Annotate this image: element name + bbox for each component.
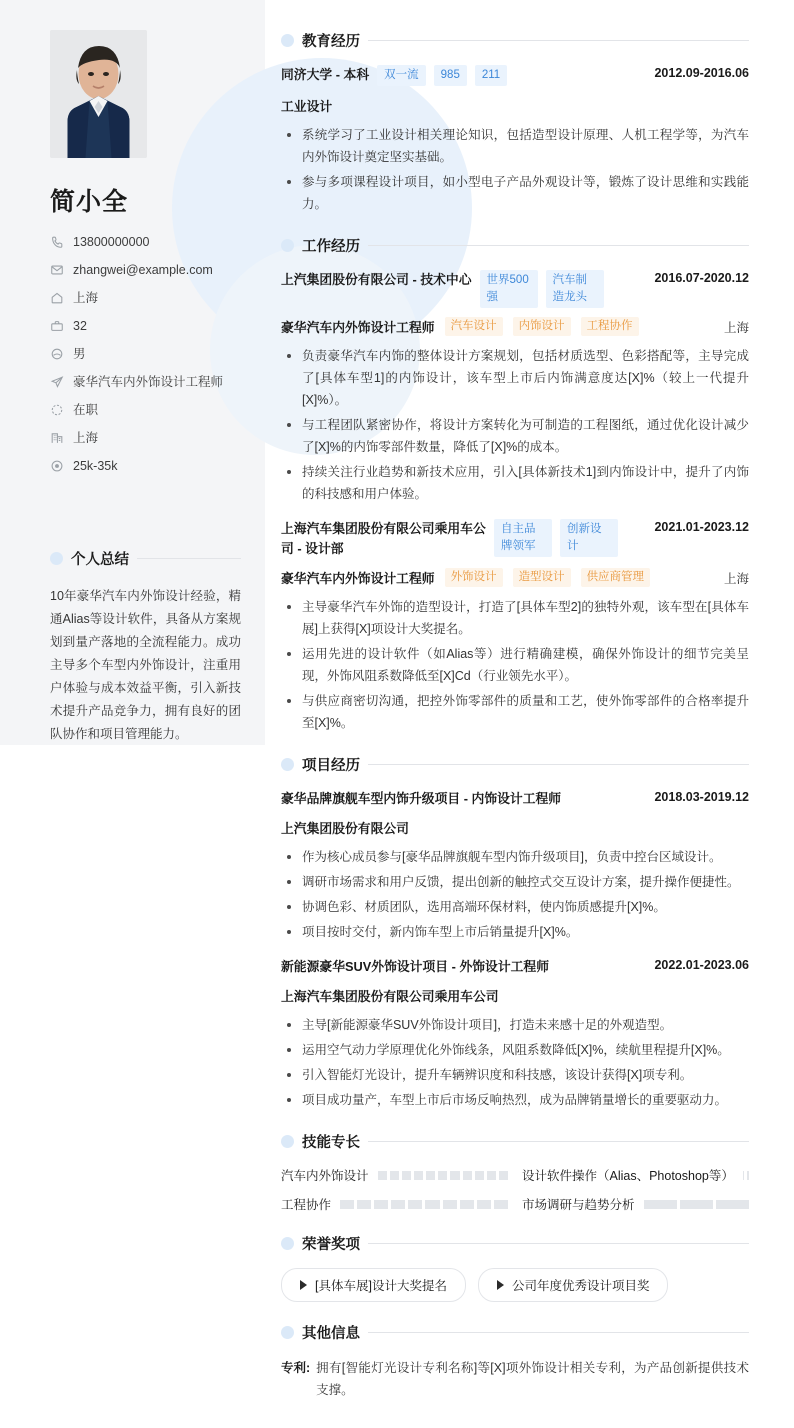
skill-item: [281, 1195, 508, 1213]
section-title: 个人总结: [71, 552, 129, 568]
contact-value: zhangwei@example.com: [73, 263, 213, 277]
divider: [368, 1332, 749, 1333]
bullet-item: 负责豪华汽车内饰的整体设计方案规划，包括材质选型、色彩搭配等，主导完成了[具体车型1]的内饰设计，该车型上市后内饰满意度达[X]%（较上一代提升[X]%）。: [281, 345, 749, 411]
role-row: [281, 568, 749, 587]
skill-rating-segment: [477, 1200, 491, 1209]
skill-rating-segment: [378, 1171, 387, 1180]
section-title: 荣誉奖项: [302, 1237, 360, 1253]
skill-rating-segment: [487, 1171, 496, 1180]
contact-item-city: [50, 430, 241, 446]
skill-rating-segment: [475, 1171, 484, 1180]
summary-text: 10年豪华汽车内外饰设计经验，精通Alias等设计软件，具备从方案规划到量产落地的全流程能力。成功主导多个车型内外饰设计，注重用户体验与成本效益平衡，引入新技术提升产品竞争力，拥有良好的团队协作和项目管理能力。: [50, 589, 241, 741]
entry-header: [281, 519, 749, 559]
bullet-item: 作为核心成员参与[豪华品牌旗舰车型内饰升级项目]，负责中控台区域设计。: [281, 846, 749, 868]
skill-rating-segment: [499, 1171, 508, 1180]
skill-item: [522, 1166, 749, 1184]
divider: [368, 1243, 749, 1244]
briefcase-icon: [50, 319, 64, 333]
skill-label: 市场调研与趋势分析: [522, 1198, 635, 1212]
award-label: 公司年度优秀设计项目奖: [511, 1279, 650, 1293]
skill-rating-segment: [644, 1200, 677, 1209]
contact-item-email: [50, 262, 241, 278]
section-title: 技能专长: [302, 1135, 360, 1151]
tag: 自主品牌领军: [494, 519, 552, 557]
other-info-value: 拥有[智能灯光设计专利名称]等[X]项外饰设计相关专利，为产品创新提供技术支撑。: [316, 1361, 749, 1397]
section-header-awards: [281, 1233, 749, 1254]
section-skills: [281, 1131, 749, 1213]
section-header-education: [281, 30, 749, 51]
salary-icon: [50, 459, 64, 473]
job-title: 豪华汽车内外饰设计工程师: [281, 320, 435, 335]
mail-icon: [50, 263, 64, 277]
skill-rating-segment: [450, 1171, 459, 1180]
education-entry: [281, 65, 749, 215]
skill-rating-segment: [425, 1200, 439, 1209]
section-header-other: [281, 1322, 749, 1343]
skill-item: [281, 1166, 508, 1184]
work-bullets: [281, 345, 749, 505]
tag: 工程协作: [581, 317, 639, 336]
project-bullets: [281, 846, 749, 943]
skill-label: 设计软件操作（Alias、Photoshop等）: [522, 1169, 734, 1183]
section-bullet-icon: [281, 1326, 294, 1339]
contact-list: [50, 234, 241, 474]
tag: 汽车设计: [445, 317, 503, 336]
section-awards: [281, 1233, 749, 1302]
work-bullets: [281, 596, 749, 734]
divider: [368, 40, 749, 41]
bullet-item: 调研市场需求和用户反馈，提出创新的触控式交互设计方案，提升操作便捷性。: [281, 871, 749, 893]
bullet-item: 项目成功量产，车型上市后市场反响热烈，成为品牌销量增长的重要驱动力。: [281, 1089, 749, 1111]
contact-item-age: [50, 318, 241, 334]
bullet-item: 主导[新能源豪华SUV外饰设计项目]，打造未来感十足的外观造型。: [281, 1014, 749, 1036]
date-range: 2016.07-2020.12: [654, 271, 749, 285]
date-range: 2012.09-2016.06: [654, 66, 749, 80]
skill-rating-segment: [426, 1171, 435, 1180]
tag: 世界500强: [480, 270, 538, 308]
contact-item-salary: [50, 458, 241, 474]
play-triangle-icon: [300, 1280, 307, 1290]
contact-item-position: [50, 374, 241, 390]
section-work-experience: [281, 235, 749, 734]
skill-rating-segment: [716, 1200, 749, 1209]
bullet-item: 运用空气动力学原理优化外饰线条，风阻系数降低[X]%，续航里程提升[X]%。: [281, 1039, 749, 1061]
date-range: 2021.01-2023.12: [654, 520, 749, 534]
tag: 造型设计: [513, 568, 571, 587]
skill-rating-segment: [438, 1171, 447, 1180]
page-title: 简小全: [50, 188, 129, 216]
divider: [368, 764, 749, 765]
company-name: 上汽集团股份有限公司 - 技术中心: [281, 272, 472, 287]
main-content: [265, 30, 794, 1407]
tag: 双一流: [377, 65, 426, 86]
section-title: 工作经历: [302, 239, 360, 255]
skill-rating-segment: [391, 1200, 405, 1209]
section-other-info: [281, 1322, 749, 1401]
skill-rating-segment: [414, 1171, 423, 1180]
tag: 985: [434, 65, 467, 86]
bullet-item: 参与多项课程设计项目，如小型电子产品外观设计等，锻炼了设计思维和实践能力。: [281, 171, 749, 215]
skill-label: 工程协作: [281, 1198, 332, 1212]
tag: 外饰设计: [445, 568, 503, 587]
date-range: 2018.03-2019.12: [654, 790, 749, 804]
tag: 211: [475, 65, 507, 86]
avatar-photo-graphic: [50, 30, 147, 158]
divider: [368, 1141, 749, 1142]
section-projects: [281, 754, 749, 1111]
bullet-item: 运用先进的设计软件（如Alias等）进行精确建模，确保外饰设计的细节完美呈现，外饰风阻系数降低至[X]Cd（行业领先水平）。: [281, 643, 749, 687]
skill-rating-segment: [402, 1171, 411, 1180]
other-info-row: [281, 1357, 749, 1401]
divider: [368, 245, 749, 246]
skill-rating-segment: [357, 1200, 371, 1209]
city-icon: [50, 431, 64, 445]
section-header-summary: [50, 548, 241, 569]
contact-item-gender: [50, 346, 241, 362]
skill-rating-segment: [463, 1171, 472, 1180]
divider: [137, 558, 241, 559]
tag: 内饰设计: [513, 317, 571, 336]
other-info-label: 专利:: [281, 1361, 311, 1375]
skill-rating-segment: [680, 1200, 713, 1209]
major-name: 工业设计: [281, 99, 333, 114]
skill-rating-meter: [743, 1171, 749, 1180]
skill-label: 汽车内外饰设计: [281, 1169, 369, 1183]
contact-value: 上海: [73, 431, 99, 445]
school-name: 同济大学 - 本科: [281, 67, 370, 82]
company-tags: [494, 519, 646, 557]
bullet-item: 协调色彩、材质团队，选用高端环保材料，使内饰质感提升[X]%。: [281, 896, 749, 918]
section-bullet-icon: [281, 758, 294, 771]
section-bullet-icon: [281, 1237, 294, 1250]
contact-value: 豪华汽车内外饰设计工程师: [73, 375, 224, 389]
play-triangle-icon: [497, 1280, 504, 1290]
education-bullets: [281, 124, 749, 215]
section-bullet-icon: [281, 1135, 294, 1148]
skill-rating-segment: [374, 1200, 388, 1209]
skill-rating-segment: [443, 1200, 457, 1209]
skill-rating-meter: [378, 1171, 508, 1180]
contact-item-phone: [50, 234, 241, 250]
award-chip[interactable]: [478, 1268, 669, 1302]
skill-rating-segment: [460, 1200, 474, 1209]
project-bullets: [281, 1014, 749, 1111]
contact-item-hometown: [50, 290, 241, 306]
project-entry: [281, 957, 749, 1111]
section-header-projects: [281, 754, 749, 775]
skill-rating-segment: [743, 1171, 745, 1180]
school-tags: [377, 65, 646, 86]
bullet-item: 系统学习了工业设计相关理论知识，包括造型设计原理、人机工程学等，为汽车内外饰设计奠定坚实基础。: [281, 124, 749, 168]
entry-header: [281, 65, 749, 86]
section-education: [281, 30, 749, 215]
work-entry: [281, 270, 749, 505]
bullet-item: 持续关注行业趋势和新技术应用，引入[具体新技术1]到内饰设计中，提升了内饰的科技感和用户体验。: [281, 461, 749, 505]
company-name: 上海汽车集团股份有限公司乘用车公司 - 设计部: [281, 521, 486, 556]
send-icon: [50, 375, 64, 389]
skill-rating-segment: [340, 1200, 354, 1209]
project-entry: [281, 789, 749, 943]
role-row: [281, 317, 749, 336]
contact-item-job-status: [50, 402, 241, 418]
skills-grid: [281, 1166, 749, 1213]
phone-icon: [50, 235, 64, 249]
status-icon: [50, 403, 64, 417]
project-name: 新能源豪华SUV外饰设计项目 - 外饰设计工程师: [281, 959, 550, 974]
project-org: 上海汽车集团股份有限公司乘用车公司: [281, 989, 499, 1004]
section-bullet-icon: [281, 34, 294, 47]
skill-item: [522, 1195, 749, 1213]
section-title: 项目经历: [302, 758, 360, 774]
skill-rating-segment: [390, 1171, 399, 1180]
skill-rating-segment: [494, 1200, 508, 1209]
tag: 供应商管理: [581, 568, 651, 587]
avatar: [50, 30, 147, 158]
skill-rating-segment: [747, 1171, 749, 1180]
section-bullet-icon: [281, 239, 294, 252]
date-range: 2022.01-2023.06: [654, 958, 749, 972]
work-location: 上海: [723, 320, 749, 335]
contact-value: 25k-35k: [73, 459, 118, 473]
bullet-item: 主导豪华汽车外饰的造型设计，打造了[具体车型2]的独特外观，该车型在[具体车展]上获得[X]项设计大奖提名。: [281, 596, 749, 640]
tag: 汽车制造龙头: [546, 270, 604, 308]
contact-value: 男: [73, 347, 86, 361]
skill-rating-segment: [408, 1200, 422, 1209]
gender-icon: [50, 347, 64, 361]
left-sidebar: [0, 30, 265, 1407]
work-location: 上海: [723, 571, 749, 586]
section-header-skills: [281, 1131, 749, 1152]
section-title: 其他信息: [302, 1326, 360, 1342]
work-entry: [281, 519, 749, 734]
job-title: 豪华汽车内外饰设计工程师: [281, 571, 435, 586]
entry-header: [281, 270, 749, 308]
section-title: 教育经历: [302, 34, 360, 50]
award-chip[interactable]: [281, 1268, 466, 1302]
project-name: 豪华品牌旗舰车型内饰升级项目 - 内饰设计工程师: [281, 791, 562, 806]
bullet-item: 与工程团队紧密协作，将设计方案转化为可制造的工程图纸，通过优化设计减少了[X]%的内饰零部件数量，降低了[X]%的成本。: [281, 414, 749, 458]
company-tags: [480, 270, 647, 308]
bullet-item: 引入智能灯光设计，提升车辆辨识度和科技感，该设计获得[X]项专利。: [281, 1064, 749, 1086]
contact-value: 上海: [73, 291, 99, 305]
home-icon: [50, 291, 64, 305]
contact-value: 在职: [73, 403, 99, 417]
project-org: 上汽集团股份有限公司: [281, 821, 409, 836]
contact-value: 32: [73, 319, 87, 333]
bullet-item: 与供应商密切沟通，把控外饰零部件的质量和工艺，使外饰零部件的合格率提升至[X]%。: [281, 690, 749, 734]
awards-list: [281, 1268, 749, 1302]
tag: 创新设计: [560, 519, 618, 557]
bullet-item: 项目按时交付，新内饰车型上市后销量提升[X]%。: [281, 921, 749, 943]
skill-rating-meter: [644, 1200, 749, 1209]
contact-value: 13800000000: [73, 235, 150, 249]
award-label: [具体车展]设计大奖提名: [315, 1279, 447, 1293]
skill-rating-meter: [340, 1200, 508, 1209]
entry-header: [281, 957, 749, 977]
entry-header: [281, 789, 749, 809]
section-header-work: [281, 235, 749, 256]
section-bullet-icon: [50, 552, 63, 565]
